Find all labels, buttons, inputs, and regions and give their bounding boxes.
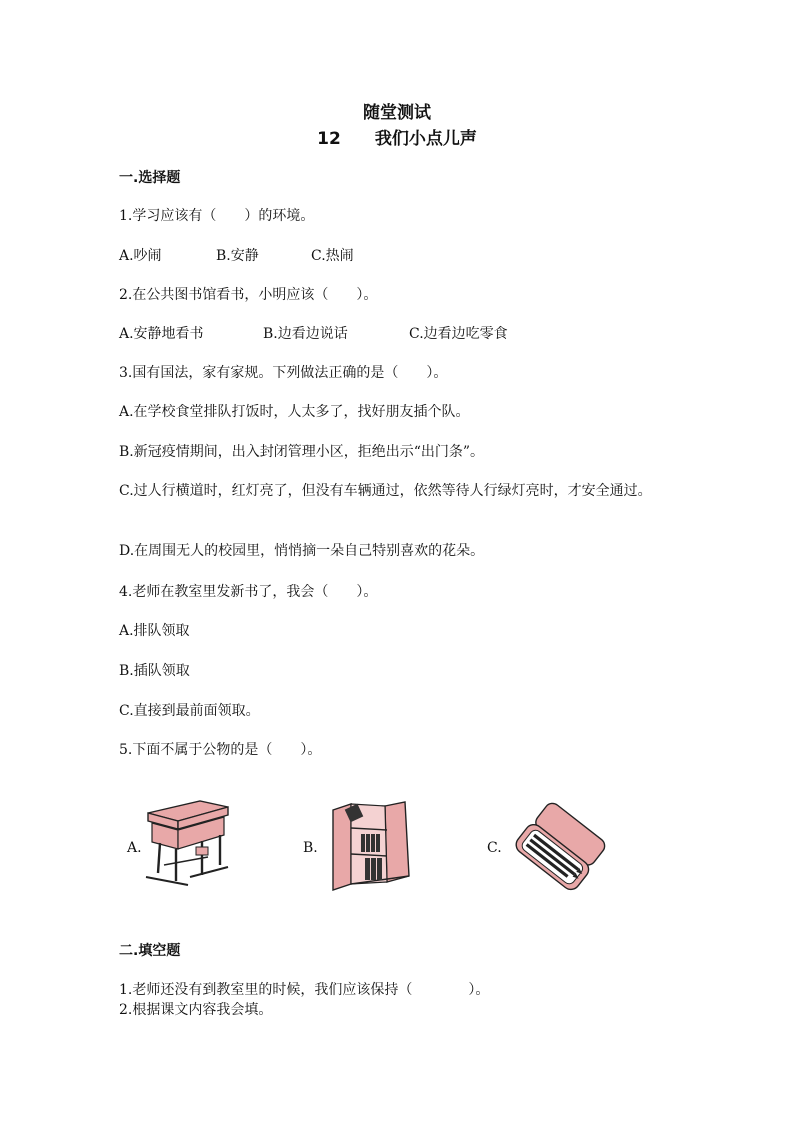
question-3-stem: 3.国有国法，家有家规。下列做法正确的是（ ）。 xyxy=(119,365,448,381)
question-1-option-c: C.热闹 xyxy=(311,248,354,264)
worksheet-title: 随堂测试 xyxy=(363,103,431,123)
bookshelf-illustration xyxy=(325,800,415,892)
question-3-option-a: A.在学校食堂排队打饭时，人太多了，找好朋友插个队。 xyxy=(119,404,470,420)
question-1-option-b: B.安静 xyxy=(216,248,259,264)
question-5-option-c: C. xyxy=(487,840,502,856)
question-2-stem: 2.在公共图书馆看书，小明应该（ ）。 xyxy=(119,287,378,303)
question-2-option-c: C.边看边吃零食 xyxy=(409,326,508,342)
section-heading-fill: 二.填空题 xyxy=(119,943,181,959)
question-2-option-a: A.安静地看书 xyxy=(119,326,204,342)
question-5-stem: 5.下面不属于公物的是（ ）。 xyxy=(119,742,322,758)
question-2-option-b: B.边看边说话 xyxy=(263,326,348,342)
fill-question-1: 1.老师还没有到教室里的时候，我们应该保持（ ）。 xyxy=(119,982,490,998)
section-heading-choice: 一.选择题 xyxy=(119,170,181,186)
pencil-case-illustration xyxy=(515,800,607,892)
question-3-option-d: D.在周围无人的校园里，悄悄摘一朵自己特别喜欢的花朵。 xyxy=(119,543,485,559)
fill-question-2: 2.根据课文内容我会填。 xyxy=(119,1002,273,1018)
question-3-option-c: C.过人行横道时，红灯亮了，但没有车辆通过，依然等待人行绿灯亮时，才安全通过。 xyxy=(119,483,652,499)
desk-illustration xyxy=(140,795,232,895)
question-5-option-b: B. xyxy=(303,840,318,856)
lesson-number: 12 xyxy=(317,129,341,149)
question-4-option-b: B.插队领取 xyxy=(119,663,190,679)
question-4-stem: 4.老师在教室里发新书了，我会（ ）。 xyxy=(119,584,378,600)
question-3-option-b: B.新冠疫情期间，出入封闭管理小区，拒绝出示“出门条”。 xyxy=(119,444,485,460)
question-1-option-a: A.吵闹 xyxy=(119,248,162,264)
question-4-option-a: A.排队领取 xyxy=(119,623,190,639)
question-1-stem: 1.学习应该有（ ）的环境。 xyxy=(119,208,315,224)
question-5-option-a: A. xyxy=(127,840,142,856)
lesson-heading xyxy=(0,124,794,149)
question-4-option-c: C.直接到最前面领取。 xyxy=(119,703,260,719)
lesson-title: 我们小点儿声 xyxy=(374,129,477,149)
